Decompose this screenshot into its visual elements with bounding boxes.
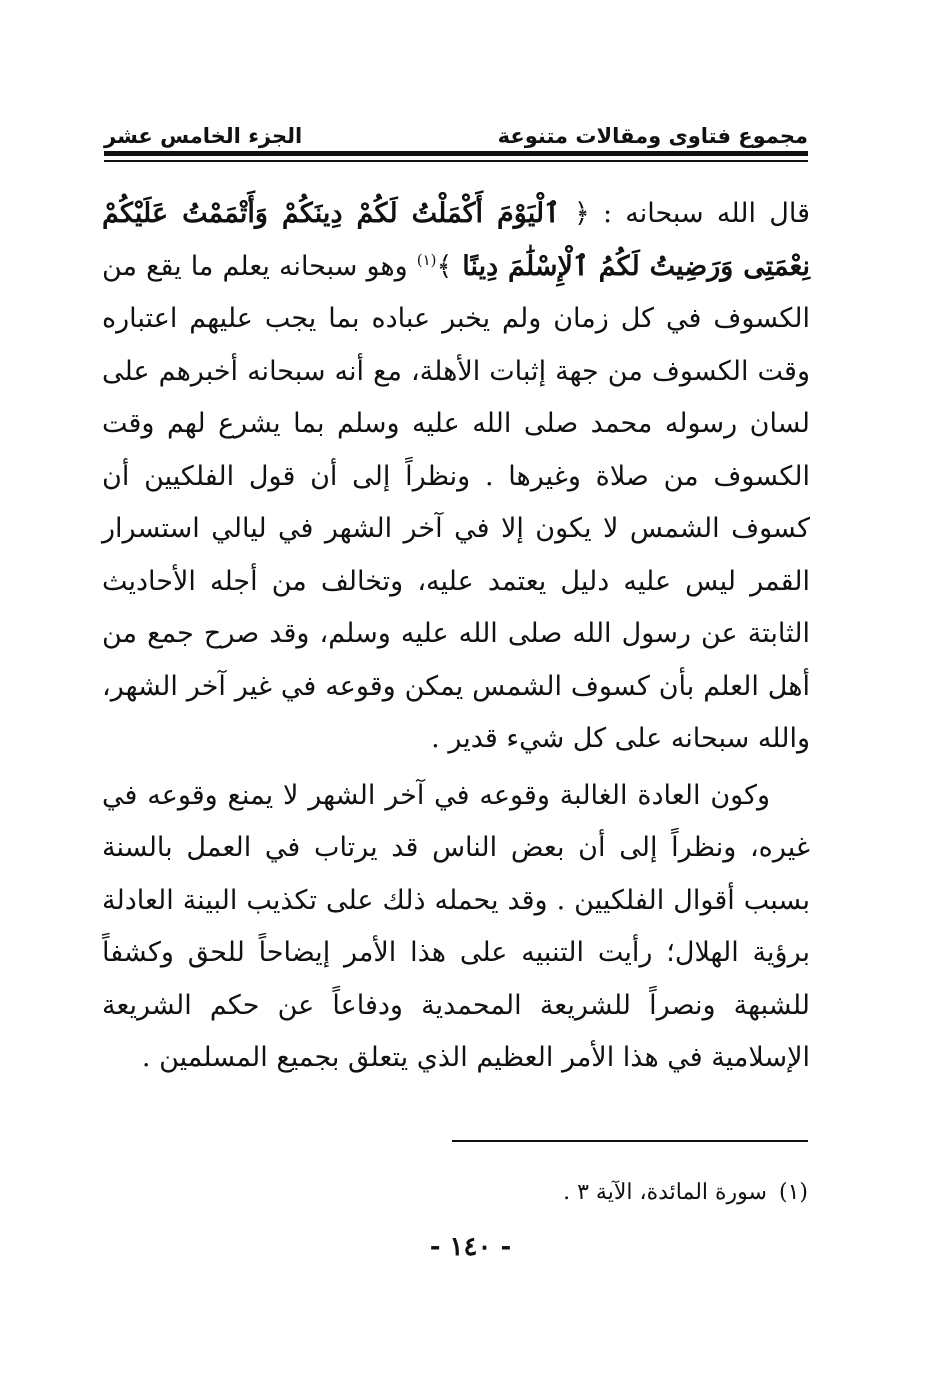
footnote-reference: (١)	[416, 250, 437, 269]
page-number: - ١٤٠ -	[429, 1232, 512, 1262]
volume-label: الجزء الخامس عشر	[104, 124, 303, 148]
paragraph-1-rest: وهو سبحانه يعلم ما يقع من الكسوف في كل زمان ولم يخبر عباده بما يجب عليهم اعتباره وقت الكسوف من جهة إثبات الأهلة، مع أنه سبحانه أخبرهم على لسان رسوله محمد صلى الله عليه وسلم بما يشرع لهم وقت الكسوف من صلاة وغيرها . ونظراً إلى أن قول الفلكيين أن كسوف الشمس لا يكون إلا في آخر الشهر في ليالي استسرار القمر ليس عليه دليل يعتمد عليه، وتخالف من أجله الأحاديث الثابتة عن رسول الله صلى الله عليه وسلم، وقد صرح جمع من أهل العلم بأن كسوف الشمس يمكن وقوعه في غير آخر الشهر، والله سبحانه على كل شيء قدير .	[102, 250, 810, 754]
paragraph-1	[102, 188, 810, 766]
verse-close-bracket: ﴾	[436, 250, 453, 282]
footnote-separator	[452, 1140, 808, 1142]
paragraph-1-intro: قال الله سبحانه :	[589, 198, 810, 229]
running-header	[104, 108, 808, 148]
main-text	[102, 188, 810, 1085]
footnote	[300, 1176, 808, 1210]
book-title: مجموع فتاوى ومقالات متنوعة	[497, 124, 808, 148]
footnote-number: (١)	[778, 1180, 808, 1205]
header-rule-thin	[104, 160, 808, 162]
paragraph-2: وكون العادة الغالبة وقوعه في آخر الشهر لا يمنع وقوعه في غيره، ونظراً إلى أن بعض الناس قد يرتاب في العمل بالسنة بسبب أقوال الفلكيين . وقد يحمله ذلك على تكذيب البينة العادلة برؤية الهلال؛ رأيت التنبيه على هذا الأمر إيضاحاً للحق وكشفاً للشبهة ونصراً للشريعة المحمدية ودفاعاً عن حكم الشريعة الإسلامية في هذا الأمر العظيم الذي يتعلق بجميع المسلمين .	[102, 779, 810, 1073]
verse-open-bracket: ﴿	[573, 198, 590, 229]
header-rule-thick	[104, 151, 808, 156]
verse-text: ٱلْيَوْمَ أَكْمَلْتُ لَكُمْ دِينَكُمْ وَأَتْمَمْتُ عَلَيْكُمْ نِعْمَتِى وَرَضِيتُ لَكُمُ ٱلْإِسْلَٰمَ دِينًا	[102, 198, 810, 282]
footnote-text: سورة المائدة، الآية ٣ .	[563, 1180, 767, 1205]
